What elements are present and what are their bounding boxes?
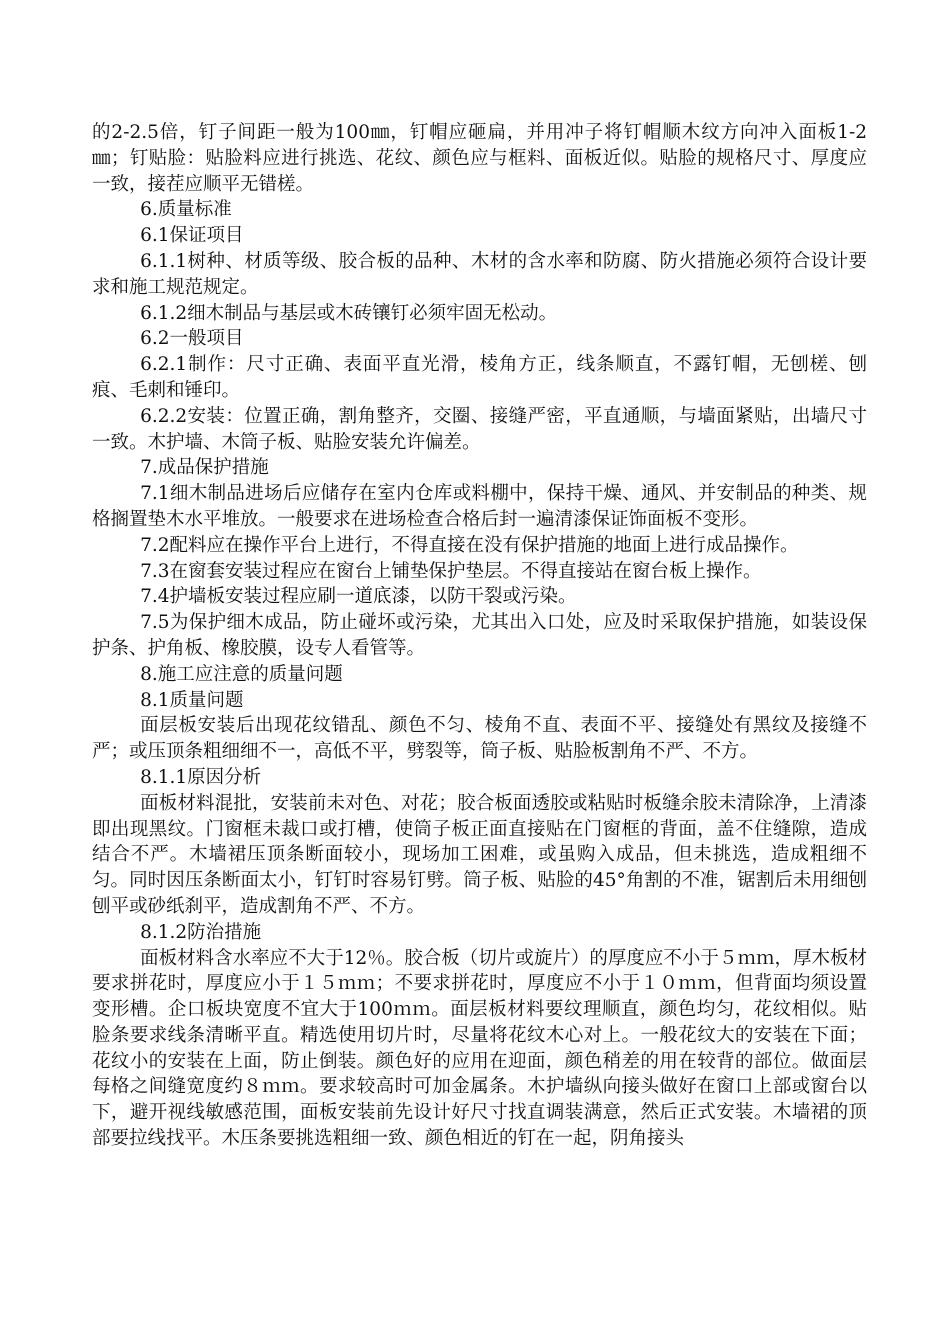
paragraph-cause-analysis: 面板材料混批，安装前未对色、对花；胶合板面透胶或粘贴时板缝余胶未清除净，上清漆即出现黑纹。门窗框未裁口或打槽，使筒子板正面直接贴在门窗框的背面，盖不住缝隙，造成结合不严。木墙裙压顶条断面较小，现场加工困难，或虽购入成品，但未挑选，造成粗细不匀。同时因压条断面太小，钉钉时容易钉劈。筒子板、贴脸的45°角割的不准，锯割后未用细刨刨平或砂纸刹平，造成割角不严、不方。 — [92, 792, 867, 917]
paragraph-prevention-measures: 面板材料含水率应不大于12％。胶合板（切片或旋片）的厚度应不小于５ｍｍ，厚木板材要求拼花时，厚度应小于１５ｍｍ；不要求拼花时，厚度应不小于１０ｍｍ，但背面均须设置变形槽。企口板块宽度不宜大于100ｍｍ。面层板材料要纹理顺直，颜色均匀，花纹相似。贴脸条要求线条清晰平直。精选使用切片时，尽量将花纹木心对上。一般花纹大的安装在下面；花纹小的安装在上面，防止倒装。颜色好的应用在迎面，颜色稍差的用在较背的部位。做面层每格之间缝宽度约８ｍｍ。要求较高时可加金属条。木护墙纵向接头做好在窗口上部或窗台以下，避开视线敏感范围，面板安装前先设计好尺寸找直调装满意，然后正式安装。木墙裙的顶部要拉线找平。木压条要挑选粗细一致、颜色相近的钉在一起，阴角接头 — [92, 947, 867, 1150]
heading-guarantee-items: 6.1保证项目 — [140, 225, 244, 247]
heading-quality-standard: 6.质量标准 — [140, 199, 232, 221]
paragraph-7-3: 7.3在窗套安装过程应在窗台上铺垫保护垫层。不得直接站在窗台板上操作。 — [140, 560, 762, 582]
paragraph-6-2-1: 6.2.1制作：尺寸正确、表面平直光滑，棱角方正，线条顺直，不露钉帽，无刨槎、刨痕、毛刺和锤印。 — [92, 354, 867, 401]
paragraph-7-2: 7.2配料应在操作平台上进行，不得直接在没有保护措施的地面上进行成品操作。 — [140, 534, 799, 556]
paragraph-6-1-2: 6.1.2细木制品与基层或木砖镶钉必须牢固无松动。 — [140, 302, 558, 324]
paragraph-7-1: 7.1细木制品进场后应储存在室内仓库或料棚中，保持干燥、通风、并安制品的种类、规格搁置垫木水平堆放。一般要求在进场检查合格后封一遍清漆保证饰面板不变形。 — [92, 483, 867, 530]
paragraph-6-2-2: 6.2.2安装：位置正确，割角整齐，交圈、接缝严密，平直通顺，与墙面紧贴，出墙尺寸一致。木护墙、木筒子板、贴脸安装允许偏差。 — [92, 405, 867, 453]
paragraph-6-1-1: 6.1.1树种、材质等级、胶合板的品种、木材的含水率和防腐、防火措施必须符合设计要求和施工规范规定。 — [92, 250, 867, 298]
paragraph-issue-description: 面层板安装后出现花纹错乱、颜色不匀、棱角不直、表面不平、接缝处有黑纹及接缝不严；或压顶条粗细细不一，高低不平，劈裂等，筒子板、贴脸板割角不严、不方。 — [92, 715, 867, 763]
paragraph-7-4: 7.4护墙板安装过程应刷一道底漆，以防干裂或污染。 — [140, 586, 577, 608]
heading-general-items: 6.2一般项目 — [140, 328, 244, 350]
paragraph-7-5: 7.5为保护细木成品，防止碰坏或污染，尤其出入口处，应及时采取保护措施，如装设保护条、护角板、橡胶膜，设专人看管等。 — [92, 612, 867, 659]
heading-product-protection: 7.成品保护措施 — [140, 457, 269, 479]
document-body — [92, 120, 867, 1152]
paragraph-continuation: 的2-2.5倍，钉子间距一般为100㎜，钉帽应砸扁，并用冲子将钉帽顺木纹方向冲入面板1-2㎜；钉贴脸：贴脸料应进行挑选、花纹、颜色应与框料、面板近似。贴脸的规格尺寸、厚度应一致，接茬应顺平无错槎。 — [92, 122, 867, 195]
heading-8-1: 8.1质量问题 — [140, 689, 244, 711]
heading-quality-issues: 8.施工应注意的质量问题 — [140, 663, 343, 685]
heading-8-1-1: 8.1.1原因分析 — [140, 766, 262, 788]
heading-8-1-2: 8.1.2防治措施 — [140, 921, 262, 943]
